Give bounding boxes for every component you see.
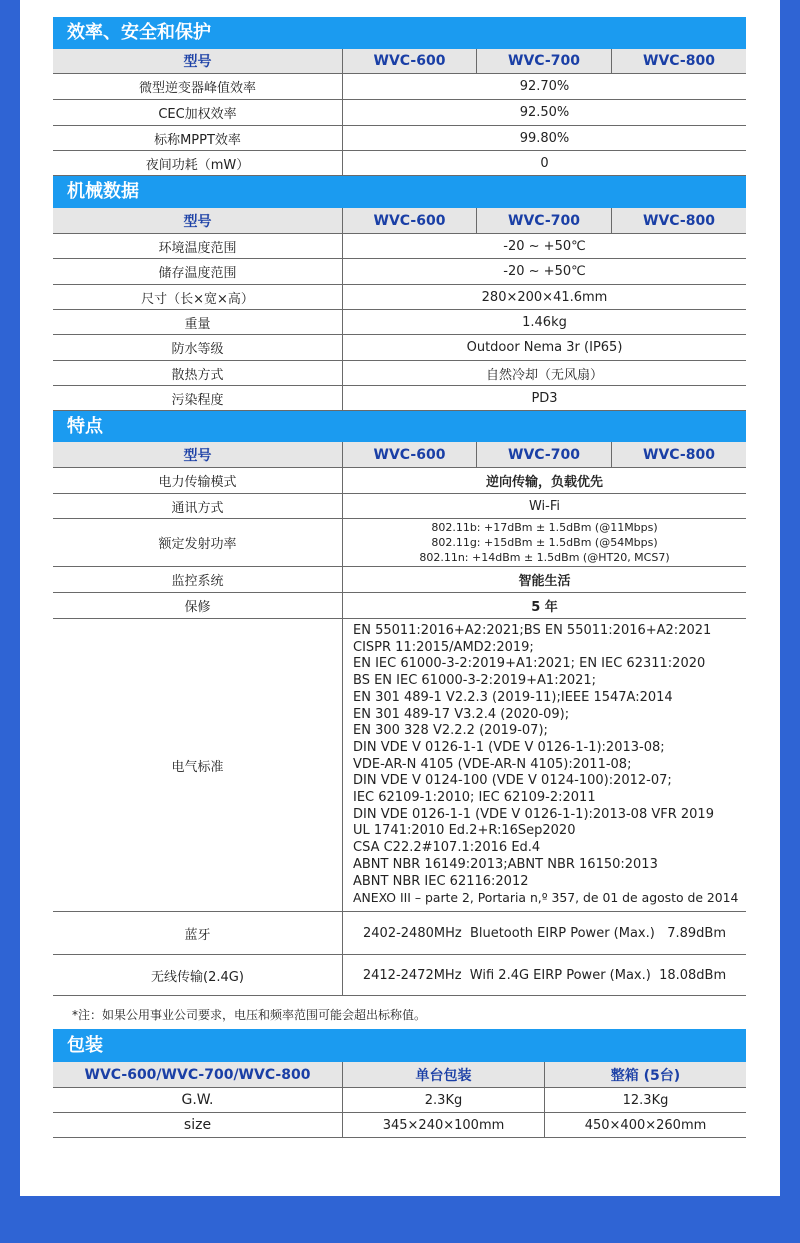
model-header-row [53,49,746,74]
row-value: 92.70% [342,74,746,99]
table-row [53,234,746,259]
section-header-features: 特点 [53,411,746,442]
model-wvc600: WVC-600 [342,442,476,467]
row-value: PD3 [342,386,746,410]
row-label: 电气标准 [171,759,224,775]
table-row [53,100,746,126]
standards-list [342,619,746,911]
row-label: 保修 [184,600,211,615]
standard-item: VDE-AR-N 4105 (VDE-AR-N 4105):2011-08; [353,756,632,772]
standard-item: DIN VDE V 0126-1-1 (VDE V 0126-1-1):2013-08; [353,739,665,755]
packaging-header-row [53,1062,746,1088]
row-label: 夜间功耗（mW） [145,157,250,173]
model-label: 型号 [183,213,212,230]
row-value: -20 ~ +50℃ [342,259,746,284]
packaging-header: WVC-600/WVC-700/WVC-800 [84,1066,311,1083]
model-label: 型号 [183,54,212,70]
row-label: 标称MPPT效率 [154,132,241,148]
table-row [53,494,746,519]
model-wvc700: WVC-700 [476,442,611,467]
section-header-efficiency: 效率、安全和保护 [53,17,746,49]
table-row [53,74,746,100]
table-row [53,912,746,955]
standard-item: DIN VDE 0126-1-1 (VDE V 0126-1-1):2013-08 VFR 2019 [353,806,714,822]
model-label: 型号 [183,447,212,464]
standard-item: EN 301 489-1 V2.2.3 (2019-11);IEEE 1547A:2014 [353,689,673,705]
packaging-header: 整箱 (5台) [544,1062,746,1087]
standard-item: ABNT NBR IEC 62116:2012 [353,873,529,889]
packaging-cell: size [183,1117,212,1133]
row-value: 智能生活 [342,567,746,592]
row-label: 额定发射功率 [158,537,237,552]
table-row [53,126,746,151]
row-value: 自然冷却（无风扇） [342,361,746,385]
row-label: 通讯方式 [171,500,224,516]
table-row [53,1113,746,1138]
row-value: Wi-Fi [342,494,746,518]
model-wvc600: WVC-600 [342,208,476,233]
standard-item: EN IEC 61000-3-2:2019+A1:2021; EN IEC 62311:2020 [353,656,706,672]
section-header-mechanical: 机械数据 [53,176,746,208]
standard-item: EN 300 328 V2.2.2 (2019-07); [353,723,548,739]
table-row [53,1088,746,1113]
row-label: 防水等级 [171,342,224,357]
footnote: *注：如果公用事业公司要求，电压和频率范围可能会超出标称值。 [72,1008,427,1022]
model-wvc700: WVC-700 [476,208,611,233]
row-label: CEC加权效率 [158,107,237,122]
row-value: 5 年 [342,593,746,618]
packaging-cell: 345×240×100mm [342,1113,544,1137]
standard-item: BS EN IEC 61000-3-2:2019+A1:2021; [353,673,597,689]
tx-power-line: 802.11b: +17dBm ± 1.5dBm (@11Mbps) [431,521,658,534]
row-label: 电力传输模式 [158,475,237,490]
standard-item: ANEXO III – parte 2, Portaria n,º 357, de 01 de agosto de 2014 [353,890,739,906]
row-value: 2402-2480MHz Bluetooth EIRP Power (Max.) 7.89dBm [342,912,746,954]
row-value: 2412-2472MHz Wifi 2.4G EIRP Power (Max.) 18.08dBm [342,955,746,995]
packaging-cell: 2.3Kg [342,1088,544,1112]
row-label: 重量 [184,316,211,332]
model-wvc600: WVC-600 [342,49,476,73]
row-label: 储存温度范围 [158,266,237,281]
table-row [53,285,746,310]
row-value: 99.80% [342,126,746,150]
model-wvc800: WVC-800 [611,442,746,467]
row-value: 92.50% [342,100,746,125]
model-wvc700: WVC-700 [476,49,611,73]
standard-item: EN 301 489-17 V3.2.4 (2020-09); [353,706,570,722]
standard-item: CISPR 11:2015/AMD2:2019; [353,639,534,655]
packaging-header: 单台包装 [342,1062,544,1087]
row-label: 微型逆变器峰值效率 [138,81,256,96]
standard-item: UL 1741:2010 Ed.2+R:16Sep2020 [353,823,576,839]
table-row [53,619,746,912]
table-row [53,361,746,386]
model-wvc800: WVC-800 [611,208,746,233]
row-label: 监控系统 [171,574,224,589]
table-row [53,519,746,567]
row-label: 无线传输(2.4G) [151,969,244,985]
row-value: 280×200×41.6mm [342,285,746,309]
standard-item: EN 55011:2016+A2:2021;BS EN 55011:2016+A2:2021 [353,623,712,639]
table-row [53,151,746,176]
table-row [53,335,746,361]
model-wvc800: WVC-800 [611,49,746,73]
packaging-cell: 12.3Kg [544,1088,746,1112]
row-value: 0 [342,151,746,175]
packaging-cell: G.W. [181,1092,214,1108]
row-label: 环境温度范围 [158,240,237,256]
table-row [53,593,746,619]
standard-item: ABNT NBR 16149:2013;ABNT NBR 16150:2013 [353,856,658,872]
row-value: -20 ~ +50℃ [342,234,746,258]
tx-power-line: 802.11n: +14dBm ± 1.5dBm (@HT20, MCS7) [419,551,670,564]
table-row [53,567,746,593]
tx-power-line: 802.11g: +15dBm ± 1.5dBm (@54Mbps) [431,536,658,549]
standard-item: IEC 62109-1:2010; IEC 62109-2:2011 [353,790,596,806]
model-header-row [53,442,746,468]
row-value: Outdoor Nema 3r (IP65) [342,335,746,360]
row-value: 1.46kg [342,310,746,334]
row-label: 散热方式 [171,367,224,383]
standard-item: CSA C22.2#107.1:2016 Ed.4 [353,840,541,856]
row-label: 尺寸（长×宽×高） [141,291,254,307]
section-header-packaging: 包装 [53,1029,746,1062]
row-label: 蓝牙 [184,927,211,943]
table-row [53,259,746,285]
standard-item: DIN VDE V 0124-100 (VDE V 0124-100):2012-07; [353,773,672,789]
row-value: 逆向传输，负载优先 [342,468,746,493]
row-label: 污染程度 [171,392,224,408]
model-header-row [53,208,746,234]
table-row [53,955,746,996]
table-row [53,310,746,335]
packaging-cell: 450×400×260mm [544,1113,746,1137]
table-row [53,468,746,494]
tx-power-values [342,519,746,566]
table-row [53,386,746,411]
